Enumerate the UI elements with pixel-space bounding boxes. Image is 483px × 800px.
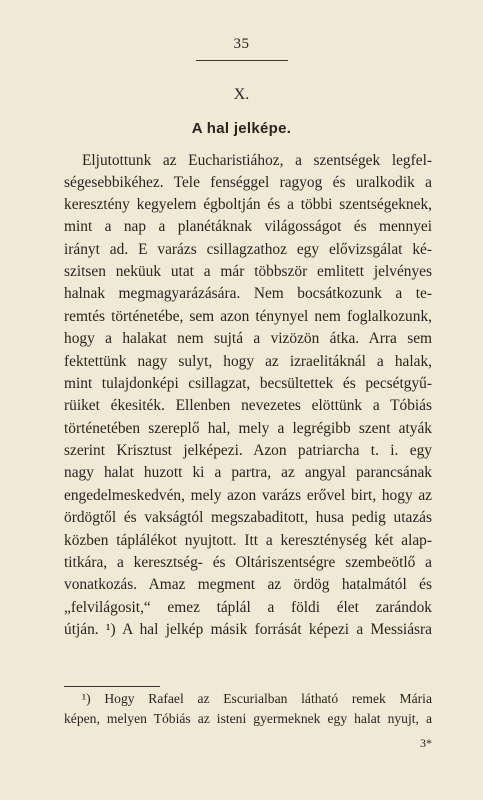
body-line: halnak megmagyarázására. Nem bocsátkozunk a te-	[64, 285, 432, 302]
body-line: vonatkozás. Amaz megment az ördög hatalmától és	[64, 576, 432, 593]
footnote-line: képen, melyen Tóbiás az isteni gyermeknek egy halat nyujt, a	[64, 711, 432, 726]
signature-mark: 3*	[420, 736, 432, 750]
body-line: irányt ad. E varázs csillagzathoz egy elővizsgálat ké-	[64, 241, 432, 258]
body-line: nagy halat huzott ki a partra, az angyal parancsának	[64, 464, 432, 481]
body-line: szerint Krisztust jelképezi. Azon patriarcha t. i. egy	[64, 442, 432, 459]
body-line: közben táplálékot nyujtott. Itt a kereszténység két alap-	[64, 532, 432, 549]
body-line: fektettünk nagy sulyt, hogy az izraelitáknál a halak,	[64, 353, 432, 370]
chapter-title: A hal jelképe.	[191, 120, 292, 137]
body-line: hogy a halakat nem sujtá a vizözön átka. Arra sem	[64, 330, 432, 347]
header-rule	[196, 60, 288, 61]
chapter-number: X.	[233, 86, 250, 103]
body-line: szitsen neküuk utat a már többször emlitett jelvényes	[64, 263, 432, 280]
footnote-line: ¹) Hogy Rafael az Escurialban látható remek Mária	[82, 691, 432, 706]
footnote-rule	[64, 686, 160, 687]
body-line: mint tulajdonképi csillagzat, becsültettek és pecsétgyű-	[64, 375, 432, 392]
body-line: rüiket ékesiték. Ellenben nevezetes elöttünk a Tóbiás	[64, 397, 432, 414]
body-line: ördögtől és vakságtól megszabaditott, husa pedig utazás	[64, 509, 432, 526]
body-line: útján. ¹) A hal jelkép másik forrását képezi a Messiásra	[64, 621, 432, 638]
body-line: keresztény kegyelem égboltján és a többi szentségeknek,	[64, 196, 432, 213]
body-line: titkára, a keresztség- és Oltáriszentségre szembeötlő a	[64, 554, 432, 571]
body-line: remtés történetébe, sem azon ténynyel nem foglalkozunk,	[64, 308, 432, 325]
body-line: ségesebbikéhez. Tele fenséggel ragyog és uralkodik a	[64, 174, 432, 191]
body-line: „felvilágosit,“ emez táplál a földi élet zarándok	[64, 599, 432, 616]
body-line: mint a nap a planétáknak világosságot és mennyei	[64, 218, 432, 235]
page-number: 35	[233, 36, 250, 52]
body-line: engedelmeskedvén, mely azon varázs erővel birt, hogy az	[64, 487, 432, 504]
body-line: Eljutottunk az Eucharistiához, a szentségek legfel-	[82, 152, 432, 169]
body-line: történetében szereplő hal, mely a legrégibb szent atyák	[64, 420, 432, 437]
